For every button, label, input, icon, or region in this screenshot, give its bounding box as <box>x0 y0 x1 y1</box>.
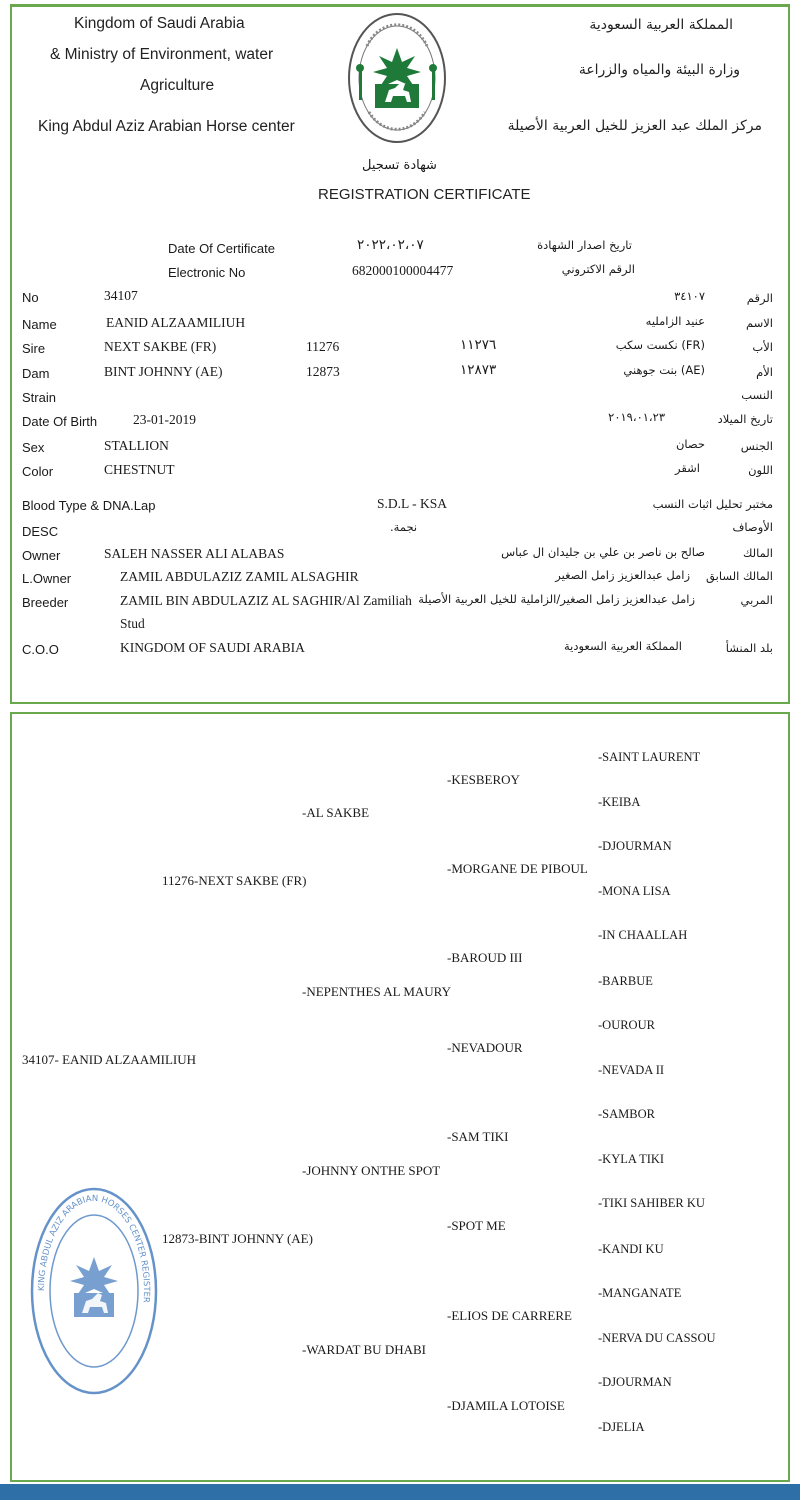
pedigree-gen4-4: -MONA LISA <box>598 884 671 898</box>
pedigree-gen3-7: -ELIOS DE CARRERE <box>447 1308 572 1323</box>
desc-ar-label: الأوصاف <box>732 520 773 534</box>
dam-value: BINT JOHNNY (AE) <box>104 364 223 379</box>
registration-stamp-icon <box>28 1185 160 1397</box>
name-value: EANID ALZAAMILIUH <box>106 315 246 330</box>
coo-ar-value: المملكة العربية السعودية <box>564 639 682 653</box>
desc-label: DESC <box>22 524 59 539</box>
pedigree-gen2-3: -JOHNNY ONTHE SPOT <box>302 1163 441 1178</box>
last-owner-ar-label: المالك السابق <box>706 569 773 583</box>
owner-ar-label: المالك <box>742 546 773 560</box>
pedigree-gen4-8: -NEVADA II <box>598 1063 665 1077</box>
sire-ar-number: ١١٢٧٦ <box>460 337 497 352</box>
coo-ar-label: بلد المنشأ <box>725 641 773 655</box>
pedigree-gen4-16: -DJELIA <box>598 1420 645 1434</box>
pedigree-gen4-1: -SAINT LAURENT <box>598 750 701 764</box>
bottom-bar <box>0 1484 800 1500</box>
pedigree-gen2-1: -AL SAKBE <box>302 805 370 820</box>
blood-type-label: Blood Type & DNA.Lap <box>22 498 156 513</box>
no-ar-label: الرقم <box>746 291 773 305</box>
color-ar-label: اللون <box>748 463 773 477</box>
sex-ar-label: الجنس <box>740 439 773 453</box>
pedigree-gen3-8: -DJAMILA LOTOISE <box>447 1398 565 1413</box>
breeder-ar-value: زامل عبدالعزيز زامل الصغير/الزاملية للخيل العربية الأصيلة <box>418 592 695 606</box>
sex-label: Sex <box>22 440 45 455</box>
header-ar-line2: وزارة البيئة والمياه والزراعة <box>578 62 740 78</box>
pedigree-gen4-2: -KEIBA <box>598 795 641 809</box>
owner-label: Owner <box>22 548 61 563</box>
dob-ar-label: تاريخ الميلاد <box>717 412 773 426</box>
no-ar-value: ٣٤١٠٧ <box>674 289 705 303</box>
no-value: 34107 <box>104 288 138 303</box>
dam-label: Dam <box>22 366 50 381</box>
strain-label: Strain <box>22 390 56 405</box>
sex-ar-value: حصان <box>675 437 705 451</box>
pedigree-dam: 12873-BINT JOHNNY (AE) <box>162 1231 313 1246</box>
last-owner-ar-value: زامل عبدالعزيز زامل الصغير <box>555 568 690 582</box>
breeder-label: Breeder <box>22 595 69 610</box>
header-en-line2: & Ministry of Environment, water <box>50 46 274 63</box>
pedigree-gen4-14: -NERVA DU CASSOU <box>598 1331 716 1345</box>
name-label: Name <box>22 317 57 332</box>
pedigree-gen4-13: -MANGANATE <box>598 1286 682 1300</box>
breeder-ar-label: المربي <box>740 593 773 607</box>
name-ar-label: الاسم <box>745 316 773 330</box>
center-logo-icon <box>345 10 449 152</box>
pedigree-gen3-6: -SPOT ME <box>447 1218 506 1233</box>
name-ar-value: عنيد الزامليه <box>645 314 705 328</box>
dam-ar-label: الأم <box>756 365 773 379</box>
desc-value: نجمة. <box>390 520 418 534</box>
pedigree-sire: 11276-NEXT SAKBE (FR) <box>162 873 307 888</box>
pedigree-gen4-5: -IN CHAALLAH <box>598 928 688 942</box>
coo-label: C.O.O <box>22 642 59 657</box>
pedigree-gen4-3: -DJOURMAN <box>598 839 672 853</box>
dam-ar-value: (AE) بنت جوهني <box>623 363 705 377</box>
dob-label: Date Of Birth <box>22 414 98 429</box>
strain-ar-label: النسب <box>741 388 773 402</box>
date-of-certificate-label: Date Of Certificate <box>168 241 275 256</box>
header-ar-center: مركز الملك عبد العزيز للخيل العربية الأصيلة <box>507 118 762 134</box>
pedigree-gen4-11: -TIKI SAHIBER KU <box>598 1196 705 1210</box>
pedigree-gen3-1: -KESBEROY <box>447 772 520 787</box>
pedigree-gen4-6: -BARBUE <box>598 974 653 988</box>
pedigree-gen4-12: -KANDI KU <box>598 1242 664 1256</box>
date-of-certificate-value: ٢٠٢٢،٠٢،٠٧ <box>357 237 424 252</box>
electronic-no-ar-label: الرقم الاكتروني <box>561 262 635 276</box>
dob-ar-value: ٢٠١٩،٠١،٢٣ <box>608 410 665 424</box>
no-label: No <box>22 290 39 305</box>
sire-label: Sire <box>22 341 46 356</box>
breeder-value-line2: Stud <box>120 616 145 631</box>
header-ar-line1: المملكة العربية السعودية <box>589 17 733 33</box>
pedigree-gen4-10: -KYLA TIKI <box>598 1152 665 1166</box>
pedigree-gen3-5: -SAM TIKI <box>447 1129 509 1144</box>
title-ar: شهادة تسجيل <box>362 158 437 173</box>
sire-number: 11276 <box>306 339 340 354</box>
header-en-center: King Abdul Aziz Arabian Horse center <box>38 118 295 135</box>
breeder-value: ZAMIL BIN ABDULAZIZ AL SAGHIR/Al Zamiliah <box>120 593 412 608</box>
owner-ar-value: صالح بن ناصر بن علي بن جليدان ال عباس <box>501 545 705 559</box>
last-owner-value: ZAMIL ABDULAZIZ ZAMIL ALSAGHIR <box>120 569 359 584</box>
pedigree-gen3-3: -BAROUD III <box>447 950 523 965</box>
sire-ar-label: الأب <box>752 340 773 354</box>
color-label: Color <box>22 464 54 479</box>
last-owner-label: L.Owner <box>22 571 72 586</box>
header-en-line3: Agriculture <box>140 77 215 94</box>
blood-type-ar-label: مختبر تحليل اثبات النسب <box>652 497 773 511</box>
electronic-no-value: 682000100004477 <box>352 263 454 278</box>
color-value: CHESTNUT <box>104 462 175 477</box>
sire-value: NEXT SAKBE (FR) <box>104 339 217 354</box>
date-of-certificate-ar-label: تاريخ اصدار الشهادة <box>537 238 632 252</box>
coo-value: KINGDOM OF SAUDI ARABIA <box>120 640 305 655</box>
pedigree-horse: 34107- EANID ALZAAMILIUH <box>22 1052 197 1067</box>
header-en-line1: Kingdom of Saudi Arabia <box>74 15 245 32</box>
dam-number: 12873 <box>306 364 340 379</box>
pedigree-gen3-2: -MORGANE DE PIBOUL <box>447 861 588 876</box>
pedigree-gen3-4: -NEVADOUR <box>447 1040 523 1055</box>
sex-value: STALLION <box>104 438 169 453</box>
pedigree-gen2-2: -NEPENTHES AL MAURY <box>302 984 452 999</box>
dam-ar-number: ١٢٨٧٣ <box>460 362 497 377</box>
dob-value: 23-01-2019 <box>133 412 196 427</box>
stamp-text: KING ABDUL AZIZ ARABIAN HORSES CENTER REGISTER <box>36 1193 152 1304</box>
owner-value: SALEH NASSER ALI ALABAS <box>104 546 285 561</box>
pedigree-gen2-4: -WARDAT BU DHABI <box>302 1342 426 1357</box>
electronic-no-label: Electronic No <box>168 265 246 280</box>
color-ar-value: اشقر <box>675 461 700 475</box>
pedigree-gen4-7: -OUROUR <box>598 1018 655 1032</box>
title-en: REGISTRATION CERTIFICATE <box>318 186 531 203</box>
sire-ar-value: (FR) نكست سكب <box>615 338 705 352</box>
pedigree-gen4-9: -SAMBOR <box>598 1107 655 1121</box>
pedigree-gen4-15: -DJOURMAN <box>598 1375 672 1389</box>
blood-type-value: S.D.L - KSA <box>377 496 448 511</box>
